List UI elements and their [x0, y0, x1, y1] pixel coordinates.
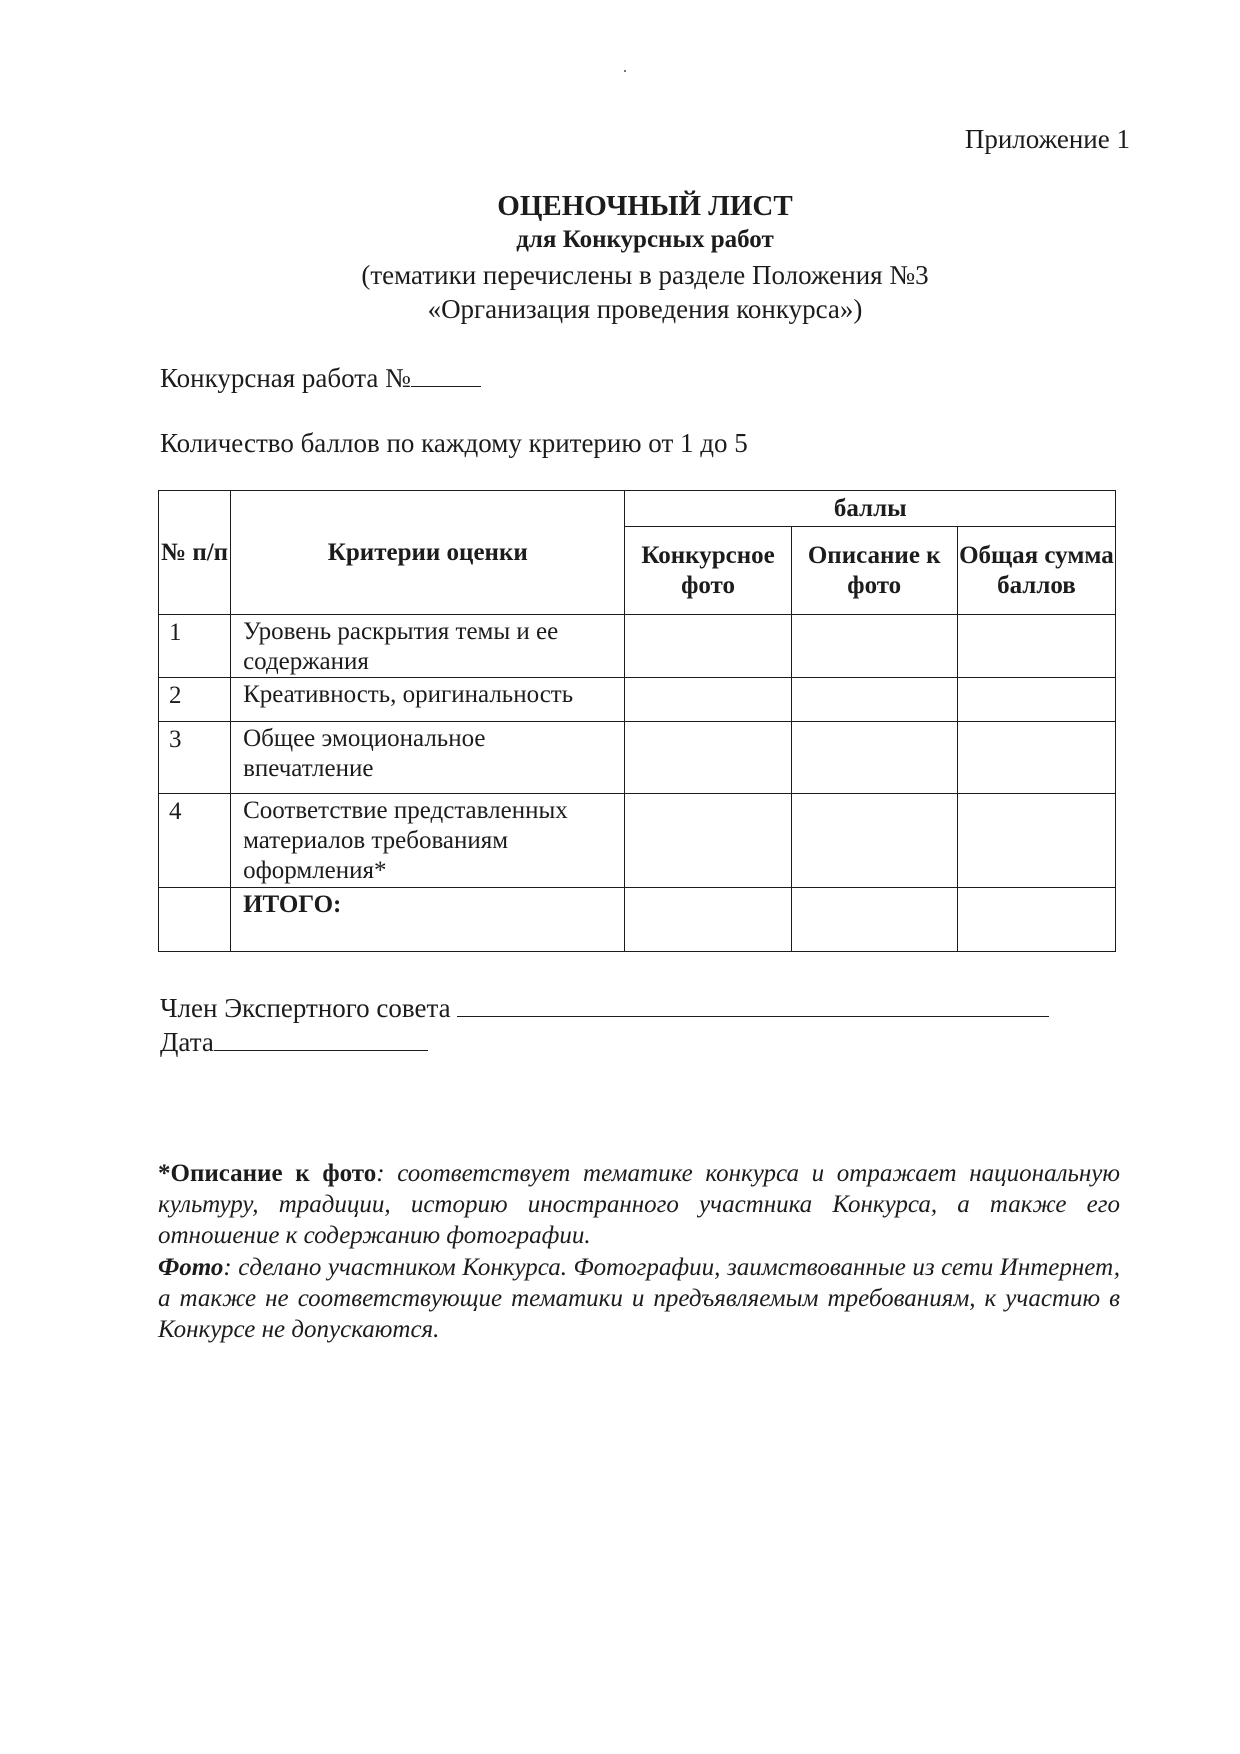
- expert-signature-blank[interactable]: [457, 992, 1049, 1017]
- document-note-line-2: «Организация проведения конкурса»): [427, 294, 863, 324]
- expert-label: Член Экспертного совета: [160, 993, 451, 1023]
- total-description-cell[interactable]: [791, 888, 957, 952]
- scan-speck: [624, 70, 626, 72]
- footnote-description-head: *Описание к фото: [158, 1160, 377, 1187]
- score-total-cell[interactable]: [957, 794, 1115, 888]
- footnote-description-text: : соответствует тематике конкурса и отражает национальную культуру, традиции, историю иностранного участника Конкурса, а также его отношение к содержанию фотографии.: [158, 1160, 1120, 1249]
- footnote-description: [158, 1158, 1120, 1251]
- header-description: Описание к фото: [791, 527, 957, 615]
- document-subtitle: для Конкурсных работ: [516, 226, 774, 253]
- work-number-blank[interactable]: [411, 362, 481, 387]
- table-row: [159, 722, 1116, 794]
- row-num-empty: [159, 888, 231, 952]
- row-criterion: Общее эмоциональное впечатление: [231, 722, 625, 794]
- evaluation-table: [158, 490, 1116, 952]
- row-num: 4: [159, 794, 231, 888]
- total-photo-cell[interactable]: [625, 888, 791, 952]
- expert-signature-line: [160, 992, 1049, 1024]
- score-description-cell[interactable]: [791, 794, 957, 888]
- header-total: Общая сумма баллов: [957, 527, 1115, 615]
- score-description-cell[interactable]: [791, 722, 957, 794]
- score-photo-cell[interactable]: [625, 615, 791, 678]
- work-number-label: Конкурсная работа №: [160, 363, 411, 393]
- row-num: 3: [159, 722, 231, 794]
- date-line: [160, 1026, 428, 1058]
- table-total-row: [159, 888, 1116, 952]
- row-num: 2: [159, 678, 231, 722]
- total-sum-cell[interactable]: [957, 888, 1115, 952]
- table-row: [159, 615, 1116, 678]
- date-label: Дата: [160, 1027, 214, 1057]
- score-photo-cell[interactable]: [625, 794, 791, 888]
- total-label: ИТОГО:: [231, 888, 625, 952]
- footnote-photo-text: : сделано участником Конкурса. Фотографии, заимствованные из сети Интернет, а также не соответствующие тематики и предъявляемым требованиям, к участию в Конкурсе не допускаются.: [158, 1254, 1120, 1343]
- score-total-cell[interactable]: [957, 678, 1115, 722]
- table-row: [159, 794, 1116, 888]
- table-row: [159, 678, 1116, 722]
- score-photo-cell[interactable]: [625, 722, 791, 794]
- row-criterion: Соответствие представленных материалов требованиям оформления*: [231, 794, 625, 888]
- header-photo: Конкурсное фото: [625, 527, 791, 615]
- score-description-cell[interactable]: [791, 615, 957, 678]
- score-total-cell[interactable]: [957, 722, 1115, 794]
- header-num: № п/п: [159, 491, 231, 615]
- work-number-line: [160, 362, 481, 394]
- row-num: 1: [159, 615, 231, 678]
- score-description-cell[interactable]: [791, 678, 957, 722]
- footnote-photo-head: Фото: [158, 1254, 224, 1281]
- header-criteria: Критерии оценки: [231, 491, 625, 615]
- score-photo-cell[interactable]: [625, 678, 791, 722]
- row-criterion: Креативность, оригинальность: [231, 678, 625, 722]
- points-range-text: Количество баллов по каждому критерию от 1 до 5: [160, 428, 748, 458]
- score-total-cell[interactable]: [957, 615, 1115, 678]
- document-title: ОЦЕНОЧНЫЙ ЛИСТ: [497, 190, 793, 222]
- header-points: баллы: [625, 491, 1116, 527]
- row-criterion: Уровень раскрытия темы и ее содержания: [231, 615, 625, 678]
- document-note-line-1: (тематики перечислены в разделе Положения №3: [361, 260, 929, 290]
- date-blank[interactable]: [214, 1026, 428, 1051]
- footnote-photo: [158, 1252, 1120, 1345]
- appendix-label: Приложение 1: [964, 124, 1130, 154]
